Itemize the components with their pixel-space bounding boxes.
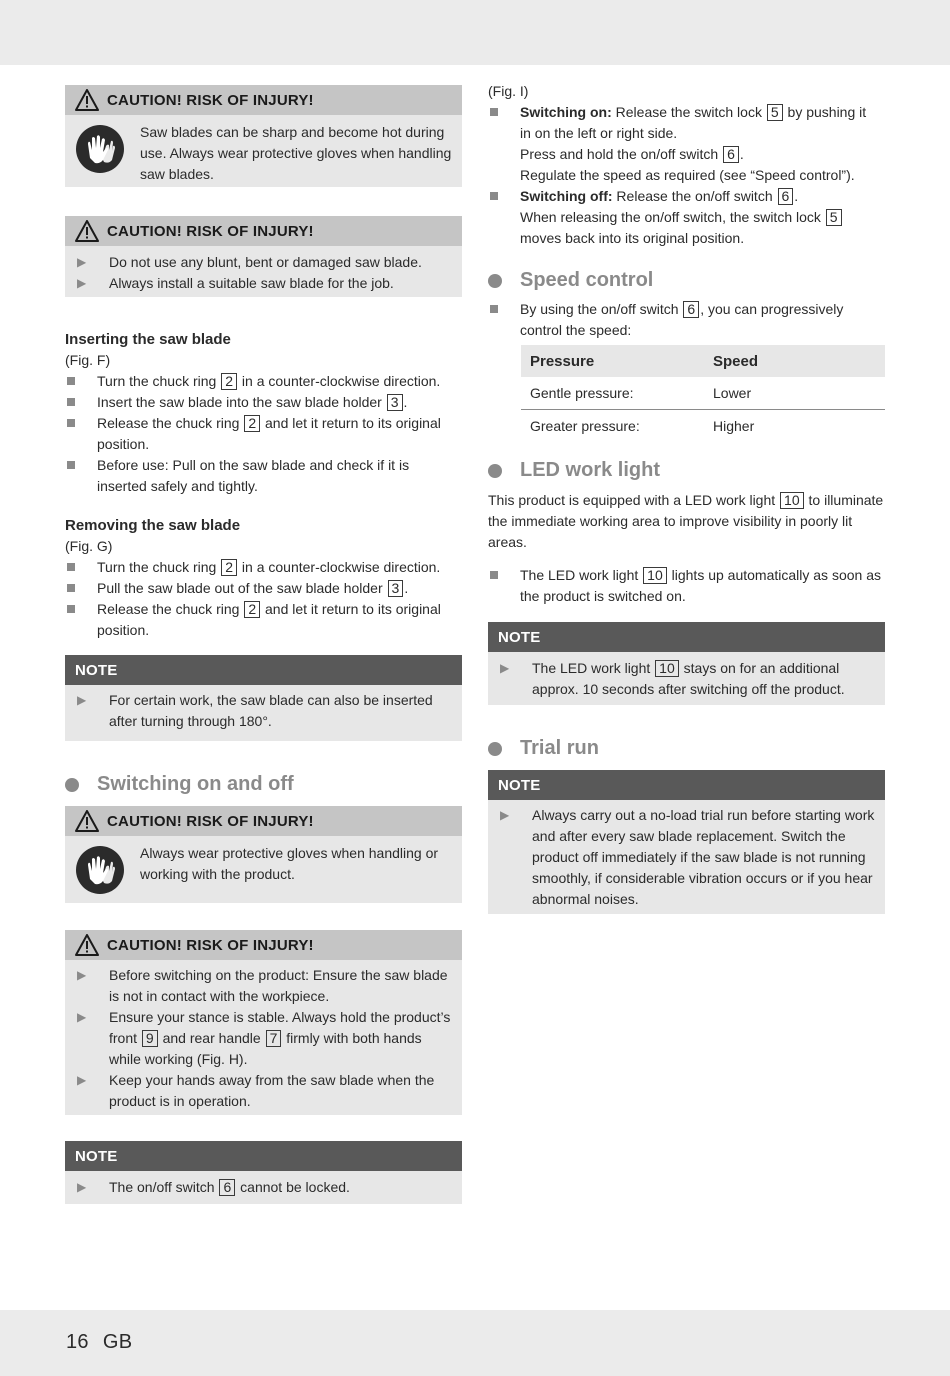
list-item: Release the chuck ring 2 and let it return to its original position.	[97, 415, 441, 452]
list-item: Turn the chuck ring 2 in a counter-clockwise direction.	[97, 559, 441, 575]
arrow-right-icon: ▶	[500, 808, 510, 822]
list-item: ▶ Always carry out a no-load trial run before starting work and after every saw blade replacement. Switch the product off immediately if the saw blade is not running smoothly, if considerable vibration occurs or if you hear abnormal noises.	[500, 807, 875, 907]
note-header: NOTE	[65, 655, 462, 685]
language-code: GB	[102, 1331, 133, 1353]
list-item: ▶ For certain work, the saw blade can also be inserted after turning through 180°.	[77, 692, 433, 729]
list-item: ▶ The on/off switch 6 cannot be locked.	[75, 1177, 452, 1198]
arrow-right-icon: ▶	[77, 1010, 87, 1024]
arrow-right-icon: ▶	[77, 968, 87, 982]
part-number: 5	[826, 209, 842, 226]
led-paragraph: This product is equipped with a LED work light 10 to illuminate the immediate working area to improve visibility in poorly lit areas.	[488, 492, 884, 550]
caution-header	[65, 806, 462, 836]
table-row: Gentle pressure: Lower	[521, 377, 885, 410]
list-item: Release the chuck ring 2 and let it return to its original position.	[97, 601, 441, 638]
page-footer	[66, 1331, 146, 1354]
led-item	[488, 565, 885, 607]
part-number: 10	[643, 567, 667, 584]
caution-box-gloves-working	[65, 806, 462, 903]
caution-title: CAUTION! RISK OF INJURY!	[107, 91, 314, 109]
warning-triangle-icon	[75, 89, 99, 111]
caution-box-switching	[65, 930, 462, 1115]
part-number: 10	[780, 492, 804, 509]
caution-title: CAUTION! RISK OF INJURY!	[107, 812, 314, 830]
caution-header	[65, 930, 462, 960]
switching-instructions	[488, 81, 885, 249]
caution-list	[65, 960, 462, 1118]
part-number: 2	[244, 415, 260, 432]
caution-box-gloves	[65, 85, 462, 187]
list-item: Switching off: Release the on/off switch 6 . When releasing the on/off switch, the switch lock 5 moves back into its original position.	[488, 186, 885, 249]
part-number: 5	[767, 104, 783, 121]
list-item: ▶ Before switching on the product: Ensure the saw blade is not in contact with the workpiece.	[77, 967, 448, 1004]
note-box-trial	[488, 770, 885, 914]
section-bullet-icon	[65, 778, 79, 792]
figure-ref: (Fig. F)	[65, 352, 111, 368]
caution-title: CAUTION! RISK OF INJURY!	[107, 936, 314, 954]
part-number: 6	[778, 188, 794, 205]
arrow-right-icon: ▶	[77, 255, 87, 269]
part-number: 6	[683, 301, 699, 318]
section-title-trial: Trial run	[488, 737, 599, 760]
figure-ref: (Fig. I)	[488, 83, 529, 99]
caution-text: Always wear protective gloves when handling or working with the product.	[140, 845, 439, 882]
arrow-right-icon: ▶	[77, 693, 87, 707]
warning-triangle-icon	[75, 220, 99, 242]
list-item: The LED work light 10 lights up automatically as soon as the product is switched on.	[520, 567, 881, 604]
speed-table	[521, 345, 885, 442]
caution-box-blade	[65, 216, 462, 297]
protective-gloves-icon	[75, 845, 125, 895]
table-header-row: Pressure Speed	[521, 345, 885, 377]
note-body	[65, 685, 462, 738]
speed-intro	[488, 299, 885, 341]
part-number: 10	[655, 660, 679, 677]
caution-header	[65, 216, 462, 246]
caution-body	[65, 836, 462, 901]
list-item: By using the on/off switch 6 , you can progressively control the speed:	[520, 301, 844, 338]
list-item: Switching on: Release the switch lock 5 by pushing it in on the left or right side. Press and hold the on/off switch 6 . Regulate the speed as required (see “Speed control”).	[520, 104, 867, 183]
section-subheading: Removing the saw blade	[65, 517, 241, 534]
part-number: 2	[244, 601, 260, 618]
section-title-led: LED work light	[488, 459, 660, 482]
note-body	[65, 1171, 462, 1204]
arrow-right-icon: ▶	[77, 1180, 87, 1194]
part-number: 2	[221, 559, 237, 576]
protective-gloves-icon	[75, 124, 125, 174]
part-number: 9	[142, 1030, 158, 1047]
figure-ref: (Fig. G)	[65, 538, 113, 554]
list-item: Insert the saw blade into the saw blade holder 3 .	[97, 394, 408, 410]
list-item: ▶ Keep your hands away from the saw blade when the product is in operation.	[77, 1072, 435, 1109]
list-item: Turn the chuck ring 2 in a counter-clockwise direction.	[97, 373, 441, 389]
section-bullet-icon	[488, 742, 502, 756]
removing-section	[65, 515, 462, 641]
arrow-right-icon: ▶	[77, 1073, 87, 1087]
list-item: ▶ Do not use any blunt, bent or damaged saw blade.	[75, 252, 452, 273]
caution-text: Saw blades can be sharp and become hot during use. Always wear protective gloves when handling saw blades.	[140, 124, 452, 182]
note-body	[488, 800, 885, 916]
note-box-180	[65, 655, 462, 741]
caution-body	[65, 115, 462, 191]
part-number: 3	[388, 580, 404, 597]
arrow-right-icon: ▶	[500, 661, 510, 675]
section-title-speed: Speed control	[488, 269, 653, 292]
inserting-section	[65, 329, 462, 497]
part-number: 6	[723, 146, 739, 163]
part-number: 3	[387, 394, 403, 411]
list-item: Before use: Pull on the saw blade and check if it is inserted safely and tightly.	[97, 457, 410, 494]
part-number: 2	[221, 373, 237, 390]
section-subheading: Inserting the saw blade	[65, 331, 231, 348]
list-item: Pull the saw blade out of the saw blade holder 3 .	[97, 580, 409, 596]
caution-title: CAUTION! RISK OF INJURY!	[107, 222, 314, 240]
note-header: NOTE	[488, 622, 885, 652]
caution-list	[65, 246, 462, 300]
arrow-right-icon: ▶	[77, 276, 87, 290]
list-item: ▶ Always install a suitable saw blade for the job.	[75, 273, 452, 294]
warning-triangle-icon	[75, 934, 99, 956]
list-item: ▶ The LED work light 10 stays on for an additional approx. 10 seconds after switching off the product.	[500, 660, 845, 697]
section-title-switching: Switching on and off	[65, 773, 294, 796]
page-number: 16	[66, 1331, 89, 1353]
note-body	[488, 652, 885, 706]
note-header: NOTE	[65, 1141, 462, 1171]
note-header: NOTE	[488, 770, 885, 800]
section-bullet-icon	[488, 464, 502, 478]
note-box-led	[488, 622, 885, 705]
caution-header	[65, 85, 462, 115]
table-row: Greater pressure: Higher	[530, 418, 755, 434]
list-item: ▶ Ensure your stance is stable. Always hold the product’s front 9 and rear handle 7 firmly with both hands while working (Fig. H).	[77, 1009, 451, 1067]
note-box-lock	[65, 1141, 462, 1204]
part-number: 6	[219, 1179, 235, 1196]
top-band	[0, 0, 950, 65]
part-number: 7	[266, 1030, 282, 1047]
warning-triangle-icon	[75, 810, 99, 832]
section-bullet-icon	[488, 274, 502, 288]
